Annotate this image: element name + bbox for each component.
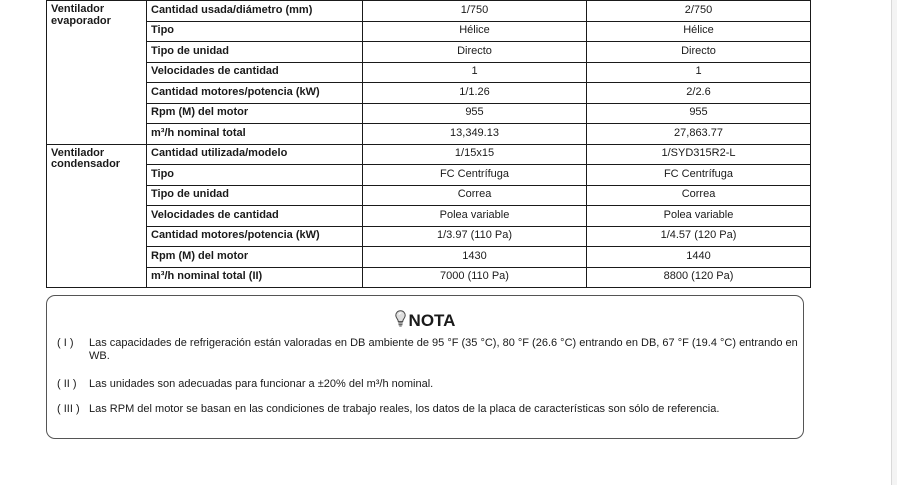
row-value: Directo [587, 42, 811, 63]
note-item-text: Las capacidades de refrigeración están valoradas en DB ambiente de 95 °F (35 °C), 80 °F (26.6 °C) entrando en DB, 67 °F (19.4 °C) entrando en WB. [89, 337, 798, 362]
row-value: 1440 [587, 247, 811, 268]
table-row [47, 206, 811, 227]
note-box [46, 295, 804, 439]
row-value: 1/4.57 (120 Pa) [587, 226, 811, 247]
page-edge-divider [891, 0, 892, 485]
row-label: Cantidad usada/diámetro (mm) [147, 1, 363, 22]
row-label: Rpm (M) del motor [147, 247, 363, 268]
row-value: 955 [363, 103, 587, 124]
table-row [47, 103, 811, 124]
table-row [47, 226, 811, 247]
table-row [47, 42, 811, 63]
group-title-line: Ventilador [51, 3, 105, 15]
note-item-number: ( I ) [57, 337, 74, 349]
group-title-line: condensador [51, 158, 121, 171]
row-value: 955 [587, 103, 811, 124]
row-label: Velocidades de cantidad [147, 62, 363, 83]
row-value: 1 [363, 62, 587, 83]
row-value: FC Centrífuga [363, 165, 587, 186]
note-item-text: Las unidades son adecuadas para funcionar a ±20% del m³/h nominal. [89, 378, 434, 390]
row-value: 1430 [363, 247, 587, 268]
row-value: Polea variable [587, 206, 811, 227]
row-value: 1/SYD315R2-L [587, 144, 811, 165]
page-edge-strip [892, 0, 897, 485]
note-item-number: ( III ) [57, 403, 80, 415]
group-title [47, 1, 147, 145]
row-label: Tipo de unidad [147, 42, 363, 63]
row-value: 1/1.26 [363, 83, 587, 104]
row-value: 13,349.13 [363, 124, 587, 145]
row-value: Polea variable [363, 206, 587, 227]
row-label: m³/h nominal total (II) [147, 267, 363, 288]
note-item-3 [57, 403, 799, 416]
row-value: Hélice [363, 21, 587, 42]
row-label: Rpm (M) del motor [147, 103, 363, 124]
row-value: 1/3.97 (110 Pa) [363, 226, 587, 247]
table-row [47, 124, 811, 145]
spec-table-body [47, 1, 811, 288]
row-value: 1/15x15 [363, 144, 587, 165]
lightbulb-icon [395, 310, 406, 327]
table-row [47, 144, 811, 165]
note-item-2 [57, 378, 799, 391]
note-item-text: Las RPM del motor se basan en las condiciones de trabajo reales, los datos de la placa de características son sólo de referencia. [89, 403, 720, 415]
table-row [47, 21, 811, 42]
fan-spec-table [46, 0, 811, 288]
row-value: 2/750 [587, 1, 811, 22]
row-value: 27,863.77 [587, 124, 811, 145]
row-label: Cantidad motores/potencia (kW) [147, 226, 363, 247]
row-value: Correa [363, 185, 587, 206]
note-item-number: ( II ) [57, 378, 77, 390]
table-row [47, 165, 811, 186]
row-label: Velocidades de cantidad [147, 206, 363, 227]
row-label: Tipo [147, 21, 363, 42]
row-value: 7000 (110 Pa) [363, 267, 587, 288]
row-label: m³/h nominal total [147, 124, 363, 145]
row-value: 8800 (120 Pa) [587, 267, 811, 288]
table-row [47, 1, 811, 22]
row-value: FC Centrífuga [587, 165, 811, 186]
note-heading [47, 310, 803, 331]
row-label: Tipo de unidad [147, 185, 363, 206]
row-label: Tipo [147, 165, 363, 186]
table-row [47, 62, 811, 83]
row-value: Correa [587, 185, 811, 206]
row-value: Hélice [587, 21, 811, 42]
table-row [47, 267, 811, 288]
group-title-line: evaporador [51, 14, 111, 27]
row-value: 1 [587, 62, 811, 83]
row-label: Cantidad motores/potencia (kW) [147, 83, 363, 104]
row-value: 1/750 [363, 1, 587, 22]
note-item-1 [57, 337, 799, 363]
row-value: Directo [363, 42, 587, 63]
group-title-line: Ventilador [51, 146, 105, 159]
note-title: NOTA [408, 311, 456, 330]
row-label: Cantidad utilizada/modelo [147, 144, 363, 165]
table-row [47, 83, 811, 104]
table-row [47, 247, 811, 268]
row-value: 2/2.6 [587, 83, 811, 104]
group-title [47, 144, 147, 288]
table-row [47, 185, 811, 206]
